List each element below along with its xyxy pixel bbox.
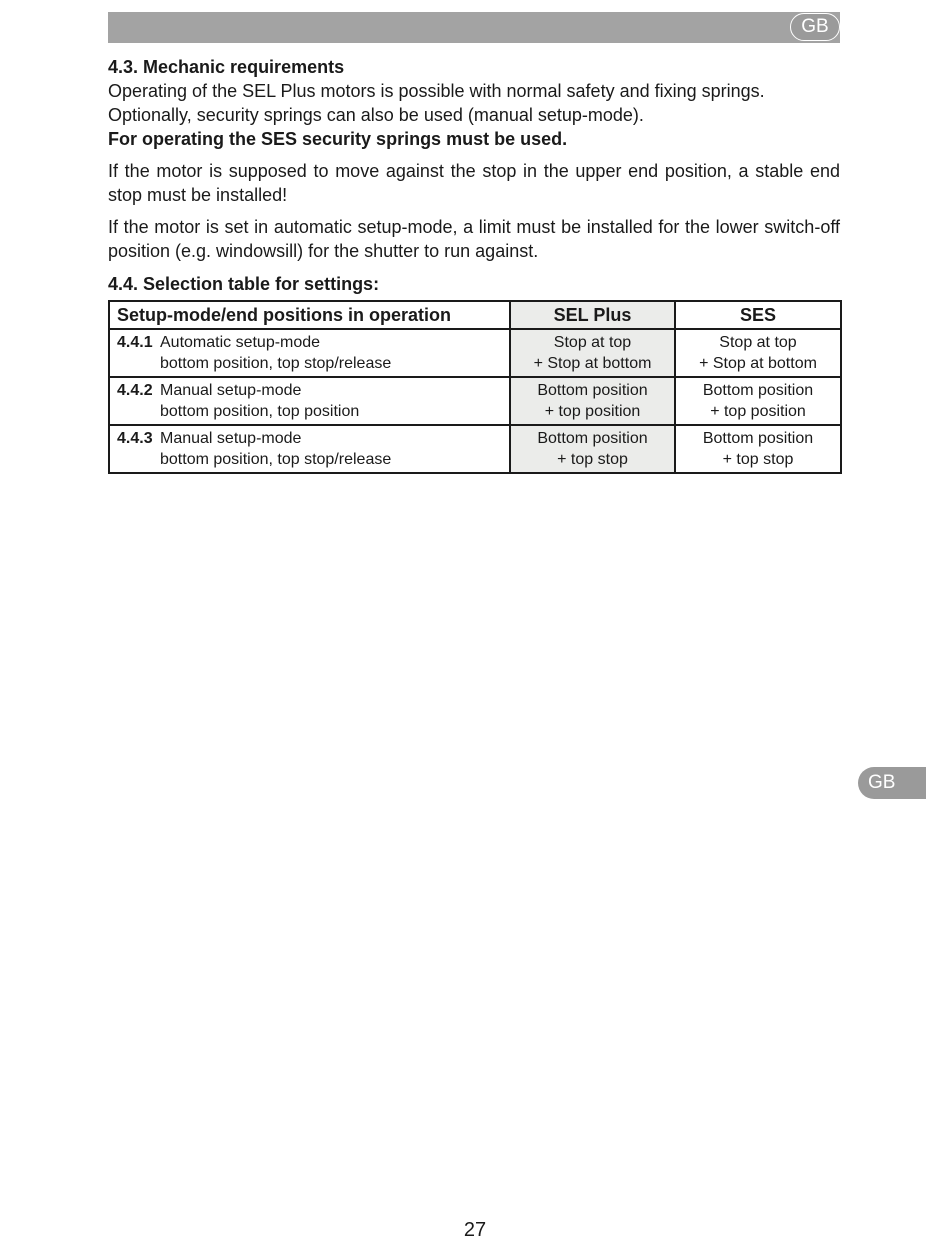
table-row xyxy=(109,425,841,473)
sel-plus-value-line-2: + top stop xyxy=(557,451,628,468)
ses-cell xyxy=(675,329,841,377)
mode-positions: bottom position, top stop/release xyxy=(160,451,392,468)
sel-plus-value-line-1: Bottom position xyxy=(537,382,648,399)
row-number: 4.4.1 xyxy=(117,334,153,351)
section-heading-mechanic-requirements: 4.3. Mechanic requirements xyxy=(108,57,345,77)
page-number: 27 xyxy=(463,1219,487,1241)
table-row xyxy=(109,377,841,425)
sel-plus-cell xyxy=(510,329,675,377)
header-bar xyxy=(108,12,840,43)
ses-value-line-2: + Stop at bottom xyxy=(699,355,817,372)
paragraph-automatic-limit: If the motor is set in automatic setup-mode, a limit must be installed for the lower switch-off position (e.g. windowsill) for the shutter to run against. xyxy=(108,217,840,261)
sel-plus-cell xyxy=(510,425,675,473)
mode-name: Automatic setup-mode xyxy=(160,334,321,351)
page-content xyxy=(108,55,840,474)
setup-mode-cell xyxy=(109,377,510,425)
sel-plus-value-line-2: + top position xyxy=(544,403,641,420)
settings-selection-table xyxy=(108,300,842,474)
setup-mode-cell xyxy=(109,329,510,377)
mode-name: Manual setup-mode xyxy=(160,430,302,447)
setup-mode-cell xyxy=(109,425,510,473)
sel-plus-value-line-1: Bottom position xyxy=(537,430,648,447)
ses-value-line-2: + top position xyxy=(710,403,806,420)
paragraph-springs-line-2: Optionally, security springs can also be used (manual setup-mode). xyxy=(108,105,644,125)
paragraph-end-stop: If the motor is supposed to move against the stop in the upper end position, a stable end stop must be installed! xyxy=(108,161,840,205)
ses-value-line-1: Stop at top xyxy=(719,334,797,351)
paragraph-springs-line-1: Operating of the SEL Plus motors is possible with normal safety and fixing springs. xyxy=(108,81,765,101)
table-header-row xyxy=(109,301,841,329)
language-badge: GB xyxy=(790,13,840,41)
ses-cell xyxy=(675,425,841,473)
sel-plus-value-line-2: + Stop at bottom xyxy=(533,355,652,372)
row-number: 4.4.3 xyxy=(117,430,153,447)
row-number: 4.4.2 xyxy=(117,382,153,399)
language-side-tab: GB xyxy=(858,767,926,799)
column-header-setup-mode: Setup-mode/end positions in operation xyxy=(109,301,510,329)
table-row xyxy=(109,329,841,377)
paragraph-springs xyxy=(108,79,840,151)
ses-cell xyxy=(675,377,841,425)
sel-plus-cell xyxy=(510,377,675,425)
ses-value-line-1: Bottom position xyxy=(702,430,814,447)
mode-positions: bottom position, top position xyxy=(160,403,360,420)
paragraph-ses-requirement: For operating the SES security springs must be used. xyxy=(108,129,568,149)
column-header-sel-plus: SEL Plus xyxy=(510,301,675,329)
mode-positions: bottom position, top stop/release xyxy=(160,355,392,372)
column-header-ses: SES xyxy=(675,301,841,329)
ses-value-line-1: Bottom position xyxy=(702,382,814,399)
ses-value-line-2: + top stop xyxy=(722,451,794,468)
sel-plus-value-line-1: Stop at top xyxy=(553,334,632,351)
mode-name: Manual setup-mode xyxy=(160,382,302,399)
section-heading-selection-table: 4.4. Selection table for settings: xyxy=(108,274,380,294)
